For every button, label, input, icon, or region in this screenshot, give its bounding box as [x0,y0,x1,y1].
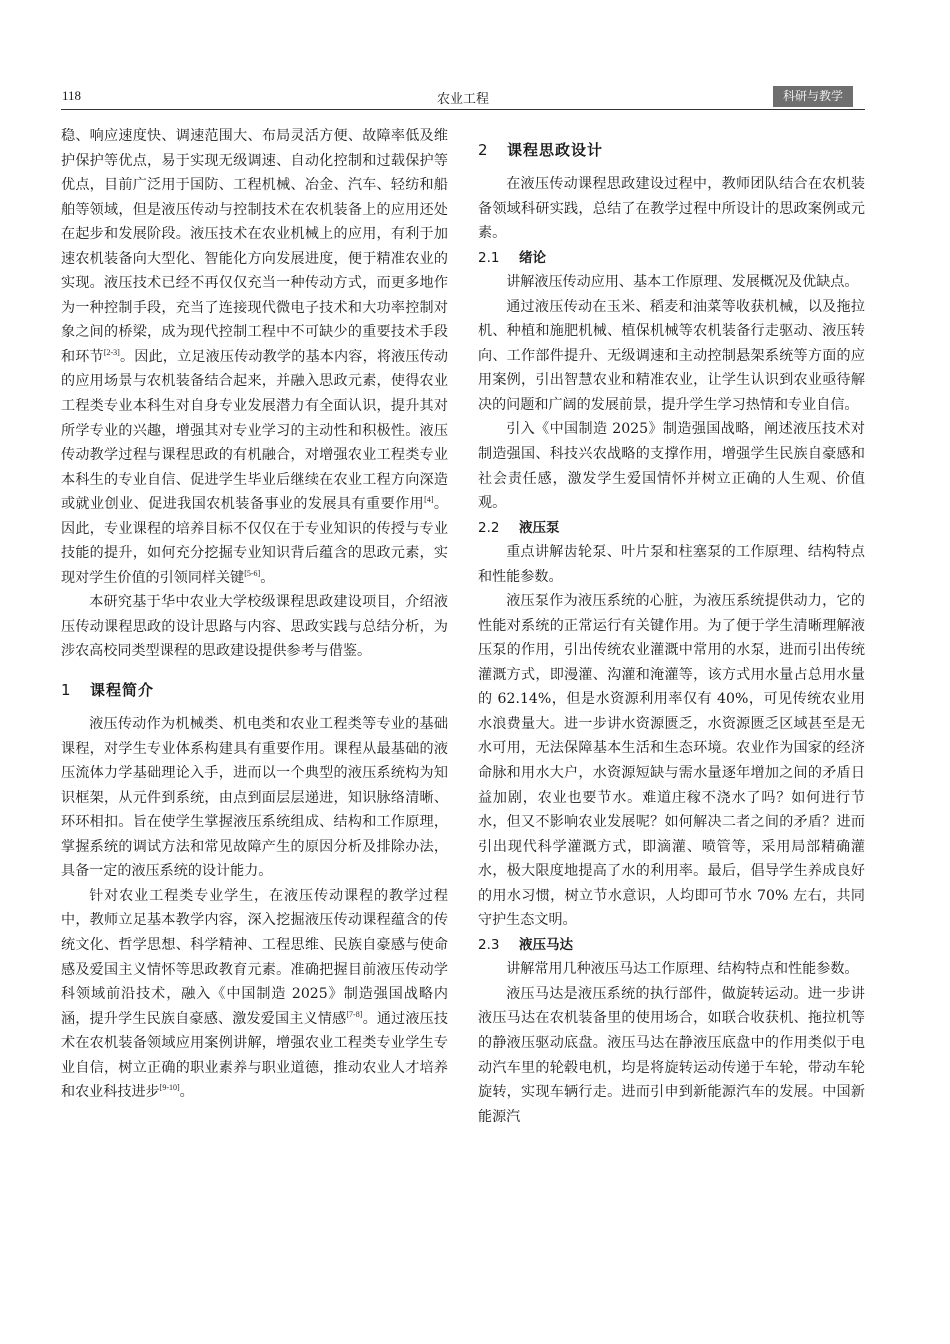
paragraph-course-intro: 液压传动作为机械类、机电类和农业工程类等专业的基础课程，对学生专业体系构建具有重要作用。课程从最基础的液压流体力学基础理论入手，进而以一个典型的液压系统构为知识框架，从元件到系统，由点到面层层递进，知识脉络清晰、环环相扣。旨在使学生掌握液压系统组成、结构和工作原理，掌握系统的调试方法和常见故障产生的原因分析及排除办法，具备一定的液压系统的设计能力。 [61,716,448,880]
paragraph-intro-continued: 稳、响应速度快、调速范围大、布局灵活方便、故障率低及维护保护等优点，易于实现无级调速、自动化控制和过载保护等优点，目前广泛用于国防、工程机械、冶金、汽车、轻纺和船舶等领域，但是液压传动与控制技术在农机装备上的应用还处在起步和发展阶段。液压技术在农业机械上的应用，有利于加速农机装备向大型化、智能化方向发展进度，便于精准农业的实现。液压技术已经不再仅仅充当一种传动方式，而更多地作为一种控制手段，充当了连接现代微电子技术和大功率控制对象之间的桥梁，成为现代控制工程中不可缺少的重要技术手段和环节[2-3]。因此，立足液压传动教学的基本内容，将液压传动的应用场景与农机装备结合起来，并融入思政元素，使得农业工程类专业本科生对自身专业发展潜力有全面认识，提升其对所学专业的兴趣，增强其对专业学习的主动性和积极性。液压传动教学过程与课程思政的有机融合，对增强农业工程类专业本科生的专业自信、促进学生毕业后继续在农业工程方向深造或就业创业、促进我国农机装备事业的发展具有重要作用[4]。因此，专业课程的培养目标不仅仅在于专业知识的传授与专业技能的提升，如何充分挖掘专业知识背后蕴含的思政元素，实现对学生价值的引领同样关键[5-6]。 [61,128,449,586]
citation: [4] [424,495,434,505]
paragraph-intro-content: 讲解液压传动应用、基本工作原理、发展概况及优缺点。 [506,274,859,291]
citation: [2-3] [103,347,120,357]
left-column [61,124,448,1105]
header-divider [61,109,865,110]
section-heading-2: 2 课程思政设计 [478,141,604,159]
page-number: 118 [62,88,82,103]
subsection-heading-2-2: 2.2 液压泵 [478,519,560,536]
paragraph-application-cases: 通过液压传动在玉米、稻麦和油菜等收获机械，以及拖拉机、种植和施肥机械、植保机械等农机装备行走驱动、液压转向、工作部件提升、无级调速和主动控制悬架系统等方面的应用案例，引出智慧农业和精准农业，让学生认识到农业亟待解决的问题和广阔的发展前景，提升学生学习热情和专业自信。 [478,298,865,413]
citation: [9-10] [159,1083,180,1093]
section-heading-1: 1 课程简介 [61,681,155,700]
citation: [5-6] [244,568,261,578]
paragraph-made-in-china: 引入《中国制造 2025》制造强国战略，阐述液压技术对制造强国、科技兴农战略的支撑作用，增强学生民族自豪感和社会责任感，激发学生爱国情怀并树立正确的人生观、价值观。 [478,421,865,512]
paragraph-motor-case: 液压马达是液压系统的执行部件，做旋转运动。进一步讲液压马达在农机装备里的使用场合，如联合收获机、拖拉机等的静液压驱动底盘。液压马达在静液压底盘中的作用类似于电动汽车里的轮毂电机，均是将旋转运动传递于车轮，带动车轮旋转，实现车辆行走。进而引申到新能源汽车的发展。中国新能源汽 [478,985,865,1125]
journal-name: 农业工程 [436,92,489,107]
paragraph-pump-content: 重点讲解齿轮泵、叶片泵和柱塞泵的工作原理、结构特点和性能参数。 [478,544,865,585]
paragraph-motor-content: 讲解常用几种液压马达工作原理、结构特点和性能参数。 [506,961,859,978]
subsection-heading-2-1: 2.1 绪论 [478,249,546,266]
section-badge: 科研与教学 [773,86,853,107]
subsection-heading-2-3: 2.3 液压马达 [478,936,573,953]
paragraph-design-intro: 在液压传动课程思政建设过程中，教师团队结合在农机装备领域科研实践，总结了在教学过程中所设计的思政案例或元素。 [478,176,865,242]
running-header [61,86,865,108]
paragraph-pump-case: 液压泵作为液压系统的心脏，为液压系统提供动力，它的性能对系统的正常运行有关键作用。为了便于学生清晰理解液压泵的作用，引出传统农业灌溉中常用的水泵，进而引出传统灌溉方式，即漫灌、沟灌和淹灌等，该方式用水量占总用水量的 62.14%，但是水资源利用率仅有 40%，可见传统农业用水浪费量大。进一步讲水资源匮乏，水资源匮乏区域甚至是无水可用，无法保障基本生活和生态环境。农业作为国家的经济命脉和用水大户，水资源短缺与需水量逐年增加之间的矛盾日益加剧，农业也要节水。难道庄稼不浇水了吗？如何进行节水，但又不影响农业发展呢？如何解决二者之间的矛盾？进而引出现代科学灌溉方式，即滴灌、喷管等，采用局部精确灌水，极大限度地提高了水的利用率。最后，倡导学生养成良好的用水习惯，树立节水意识，人均即可节水 70% 左右，共同守护生态文明。 [478,593,865,929]
paragraph-research-basis: 本研究基于华中农业大学校级课程思政建设项目，介绍液压传动课程思政的设计思路与内容、思政实践与总结分析，为涉农高校同类型课程的思政建设提供参考与借鉴。 [61,594,448,660]
citation: [7-8] [346,1009,363,1019]
paragraph-course-ideology: 针对农业工程类专业学生，在液压传动课程的教学过程中，教师立足基本教学内容，深入挖掘液压传动课程蕴含的传统文化、哲学思想、科学精神、工程思维、民族自豪感与使命感及爱国主义情怀等思政教育元素。准确把握目前液压传动学科领域前沿技术，融入《中国制造 2025》制造强国战略内涵，提升学生民族自豪感、激发爱国主义情感[7-8]。通过液压技术在农机装备领域应用案例讲解，增强农业工程类专业学生专业自信，树立正确的职业素养与职业道德，推动农业人才培养和农业科技进步[9-10]。 [61,887,449,1101]
right-column [478,124,865,1129]
